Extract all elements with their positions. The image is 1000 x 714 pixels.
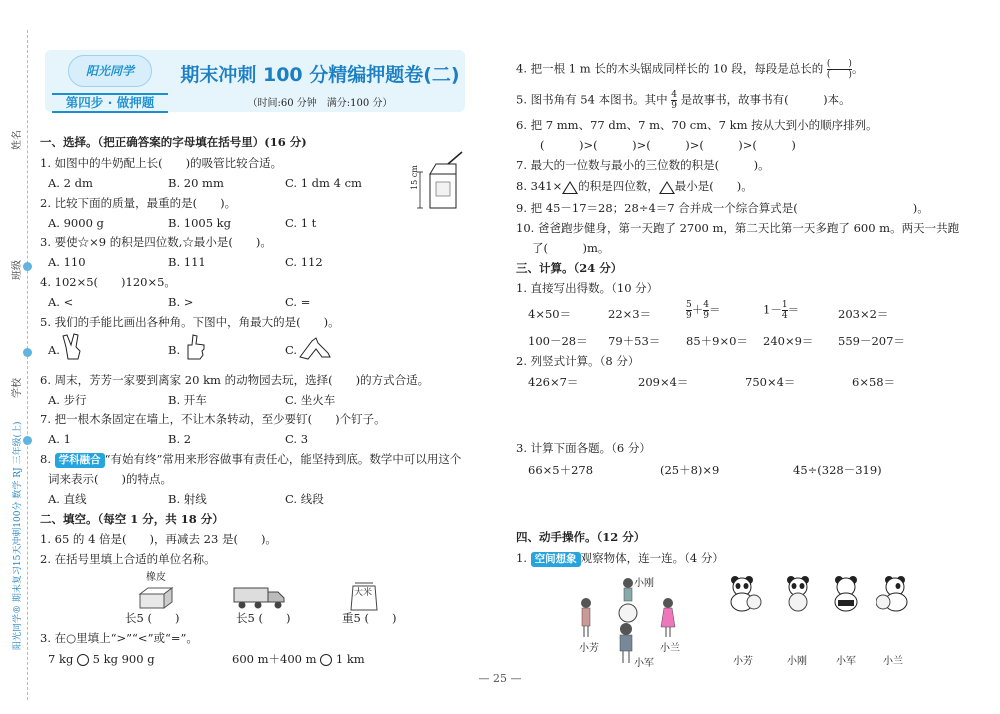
q5-option-b[interactable]: B. <box>168 343 181 357</box>
calc-1-item: 4×50＝ <box>528 307 572 321</box>
fill-3b-left: 600 m＋400 m <box>232 652 317 666</box>
q7-option-a[interactable]: A. 1 <box>48 432 71 446</box>
fill-3a-left: 7 kg <box>48 652 74 666</box>
q8-line1 <box>40 453 461 468</box>
q5-text: 5. 我们的手能比画出各种角。下图中，角最大的是( )。 <box>40 315 340 329</box>
q8-number: 8. <box>40 452 51 466</box>
school-label: 学校 <box>12 378 23 398</box>
q1-option-c[interactable]: C. 1 dm 4 cm <box>285 176 362 190</box>
q1-text: 1. 如图中的牛奶配上长( )的吸管比较合适。 <box>40 156 283 170</box>
binding-strip <box>0 0 36 714</box>
calc-1-item: 85＋9×0＝ <box>686 334 748 348</box>
fill-3-row <box>48 653 155 667</box>
logo-text: 阳光同学 <box>68 55 152 87</box>
q8-option-b[interactable]: B. 射线 <box>168 492 207 506</box>
section-3-heading: 三、计算。（24 分） <box>516 261 623 275</box>
step-label: 第四步 · 做押题 <box>52 93 168 113</box>
hand-v-sign-icon <box>62 333 88 361</box>
class-label: 班级 <box>12 260 23 280</box>
calc-1-item: 100－28＝ <box>528 334 588 348</box>
fill-7-text: 7. 最大的一位数与最小的三位数的积是( )。 <box>516 158 770 172</box>
q7-option-c[interactable]: C. 3 <box>285 432 309 446</box>
fill-4-text: 4. 把一根 1 m 长的木头锯成同样长的 10 段，每段是总长的 $\frac{( )}{( )}$ 。 <box>516 59 864 80</box>
q4-text: 4. 102×5( )120×5。 <box>40 275 176 289</box>
calc-2-item: 6×58＝ <box>852 375 896 389</box>
q4-option-c[interactable]: C. = <box>285 295 311 309</box>
q3-text: 3. 要使☆×9 的积是四位数,☆最小是( )。 <box>40 235 272 249</box>
q6-text: 6. 周末，芳芳一家要到离家 20 km 的动物园去玩，选择( )的方式合适。 <box>40 373 430 387</box>
q5-option-c[interactable]: C. <box>285 343 298 357</box>
hand-thumb-up-icon <box>182 333 208 361</box>
milk-box-figure <box>412 150 468 210</box>
compare-circle[interactable] <box>77 654 89 666</box>
q8-option-a[interactable]: A. 直线 <box>48 492 87 506</box>
fill-9-text: 9. 把 45－17＝28；28÷4＝7 合并成一个综合算式是( )。 <box>516 201 929 215</box>
fill-3b-right: 1 km <box>335 652 365 666</box>
q1-option-a[interactable]: A. 2 dm <box>48 176 93 190</box>
calc-3-text: 3. 计算下面各题。（6 分） <box>516 441 651 455</box>
book-label: 阳光同学® 期末复习15天冲刺100分 数学 RJ 三年级(上) <box>13 421 23 650</box>
q5-option-a[interactable]: A. <box>48 343 60 357</box>
calc-2-item: 750×4＝ <box>745 375 796 389</box>
calc-1-fraction-sub: 1－ $\frac{1}{4}$ ＝ <box>763 300 800 321</box>
fill-5-prompt: 5. 图书角有 54 本图书。其中 <box>516 92 668 107</box>
calc-3-item: 45÷(328－319) <box>793 463 882 477</box>
section-2-heading: 二、填空。（每空 1 分，共 18 分） <box>40 512 224 526</box>
compare-circle[interactable] <box>320 654 332 666</box>
eraser-figure <box>138 586 174 610</box>
milk-height-label: 15 cm <box>410 165 419 190</box>
q3-option-c[interactable]: C. 112 <box>285 255 323 269</box>
q7-option-b[interactable]: B. 2 <box>168 432 192 446</box>
draw-1-text: 观察物体，连一连。（4 分） <box>580 551 724 565</box>
fill-2-eraser-blank[interactable]: 长5 ( ) <box>125 611 180 625</box>
q3-option-a[interactable]: A. 110 <box>48 255 86 269</box>
q3-option-b[interactable]: B. 111 <box>168 255 206 269</box>
calc-2-item: 426×7＝ <box>528 375 579 389</box>
binding-dot <box>23 436 32 445</box>
calc-1-item: 79＋53＝ <box>608 334 661 348</box>
calc-1-item: 240×9＝ <box>763 334 814 348</box>
calc-3-item: (25＋8)×9 <box>660 463 720 477</box>
section-1-heading: 一、选择。（把正确答案的字母填在括号里）(16 分) <box>40 135 307 149</box>
eraser-label: 橡皮 <box>146 572 166 583</box>
fill-8-text: 8. 341× 的积是四位数， 最小是( )。 <box>516 179 753 193</box>
fill-3b-row <box>232 653 365 667</box>
kid-label-xiaolan: 小兰 <box>660 643 680 654</box>
view-label: 小兰 <box>883 656 903 667</box>
q2-option-b[interactable]: B. 1005 kg <box>168 216 232 230</box>
fill-3-text: 3. 在○里填上“>”“<”或“=”。 <box>40 631 198 645</box>
q2-option-a[interactable]: A. 9000 g <box>48 216 104 230</box>
fill-10-line2: 了( )m。 <box>532 241 610 255</box>
fill-2-rice-blank[interactable]: 重5 ( ) <box>342 611 397 625</box>
panda-view-1 <box>726 574 762 612</box>
fill-6-text: 6. 把 7 mm、77 dm、7 m、70 cm、7 km 按从大到小的顺序排列。 <box>516 118 878 132</box>
fill-4-prompt: 4. 把一根 1 m 长的木头锯成同样长的 10 段，每段是总长的 <box>516 61 824 76</box>
q2-option-c[interactable]: C. 1 t <box>285 216 317 230</box>
calc-1-text: 1. 直接写出得数。（10 分） <box>516 281 659 295</box>
fraction-4-9: $\frac{4}{9}$ <box>671 90 677 111</box>
fill-2-truck-blank[interactable]: 长5 ( ) <box>236 611 291 625</box>
q7-text: 7. 把一根木条固定在墙上，不让木条转动，至少要钉( )个钉子。 <box>40 412 386 426</box>
kid-label-xiaojun: 小军 <box>634 658 654 669</box>
calc-1-fraction-add: $\frac{5}{9}$ ＋ $\frac{4}{9}$ ＝ <box>686 300 721 321</box>
kid-label-xiaogang: 小刚 <box>634 578 654 589</box>
view-label: 小芳 <box>733 656 753 667</box>
page-number: — 25 — <box>478 672 522 685</box>
q1-option-b[interactable]: B. 20 mm <box>168 176 224 190</box>
kid-label-xiaofang: 小芳 <box>579 643 599 654</box>
calc-2-item: 209×4＝ <box>638 375 689 389</box>
q6-option-c[interactable]: C. 坐火车 <box>285 393 336 407</box>
q8-text: “有始有终”常用来形容做事有责任心，能坚持到底。数学中可以用这个 <box>104 452 462 466</box>
binding-dot <box>23 262 32 271</box>
q8-option-c[interactable]: C. 线段 <box>285 492 324 506</box>
q6-option-b[interactable]: B. 开车 <box>168 393 207 407</box>
view-label: 小军 <box>836 656 856 667</box>
logo <box>50 55 170 113</box>
name-label: 姓名 <box>12 130 23 150</box>
panda-view-3 <box>830 574 866 612</box>
q4-option-a[interactable]: A. < <box>48 295 74 309</box>
q4-option-b[interactable]: B. > <box>168 295 194 309</box>
fill-3a-right: 5 kg 900 g <box>92 652 155 666</box>
q8-line2: 词来表示( )的特点。 <box>48 472 172 486</box>
calc-1-item: 22×3＝ <box>608 307 652 321</box>
subject-integration-tag: 学科融合 <box>55 453 105 468</box>
fill-5-text <box>516 90 851 111</box>
binding-dot <box>23 348 32 357</box>
draw-1-line: 1. 空间想象 观察物体，连一连。（4 分） <box>516 551 724 565</box>
panda-view-2 <box>782 574 818 612</box>
calc-2-text: 2. 列竖式计算。（8 分） <box>516 354 640 368</box>
cut-line <box>27 30 28 700</box>
triangle-icon <box>562 181 578 194</box>
fill-10-text: 10. 爸爸跑步健身，第一天跑了 2700 m，第二天比第一天多跑了 600 m。两天一共跑 <box>516 221 960 235</box>
truck-figure <box>232 584 288 610</box>
page-subtitle: （时间:60 分钟 满分:100 分） <box>247 98 393 109</box>
hand-wide-angle-icon <box>298 335 332 361</box>
fill-5-rest: 是故事书，故事书有( )本。 <box>680 92 851 107</box>
view-label: 小刚 <box>787 656 807 667</box>
triangle-icon <box>659 181 675 194</box>
page-title: 期末冲刺 100 分精编押题卷(二) <box>180 64 460 86</box>
calc-3-item: 66×5＋278 <box>528 463 594 477</box>
q6-option-a[interactable]: A. 步行 <box>48 393 87 407</box>
fill-2-text: 2. 在括号里填上合适的单位名称。 <box>40 552 216 566</box>
fill-1-text: 1. 65 的 4 倍是( )，再减去 23 是( )。 <box>40 532 277 546</box>
q2-text: 2. 比较下面的质量，最重的是( )。 <box>40 196 237 210</box>
rice-bag-label: 大米 <box>354 588 373 598</box>
calc-1-item: 559－207＝ <box>838 334 905 348</box>
panda-view-4 <box>876 574 912 612</box>
fill-6-blanks[interactable]: ( )>( )>( )>( )>( ) <box>540 138 796 152</box>
calc-1-item: 203×2＝ <box>838 307 889 321</box>
fraction-blank[interactable]: $\frac{( )}{( )}$ <box>826 59 852 80</box>
spatial-imagination-tag: 空间想象 <box>531 552 581 567</box>
section-4-heading: 四、动手操作。（12 分） <box>516 530 646 544</box>
